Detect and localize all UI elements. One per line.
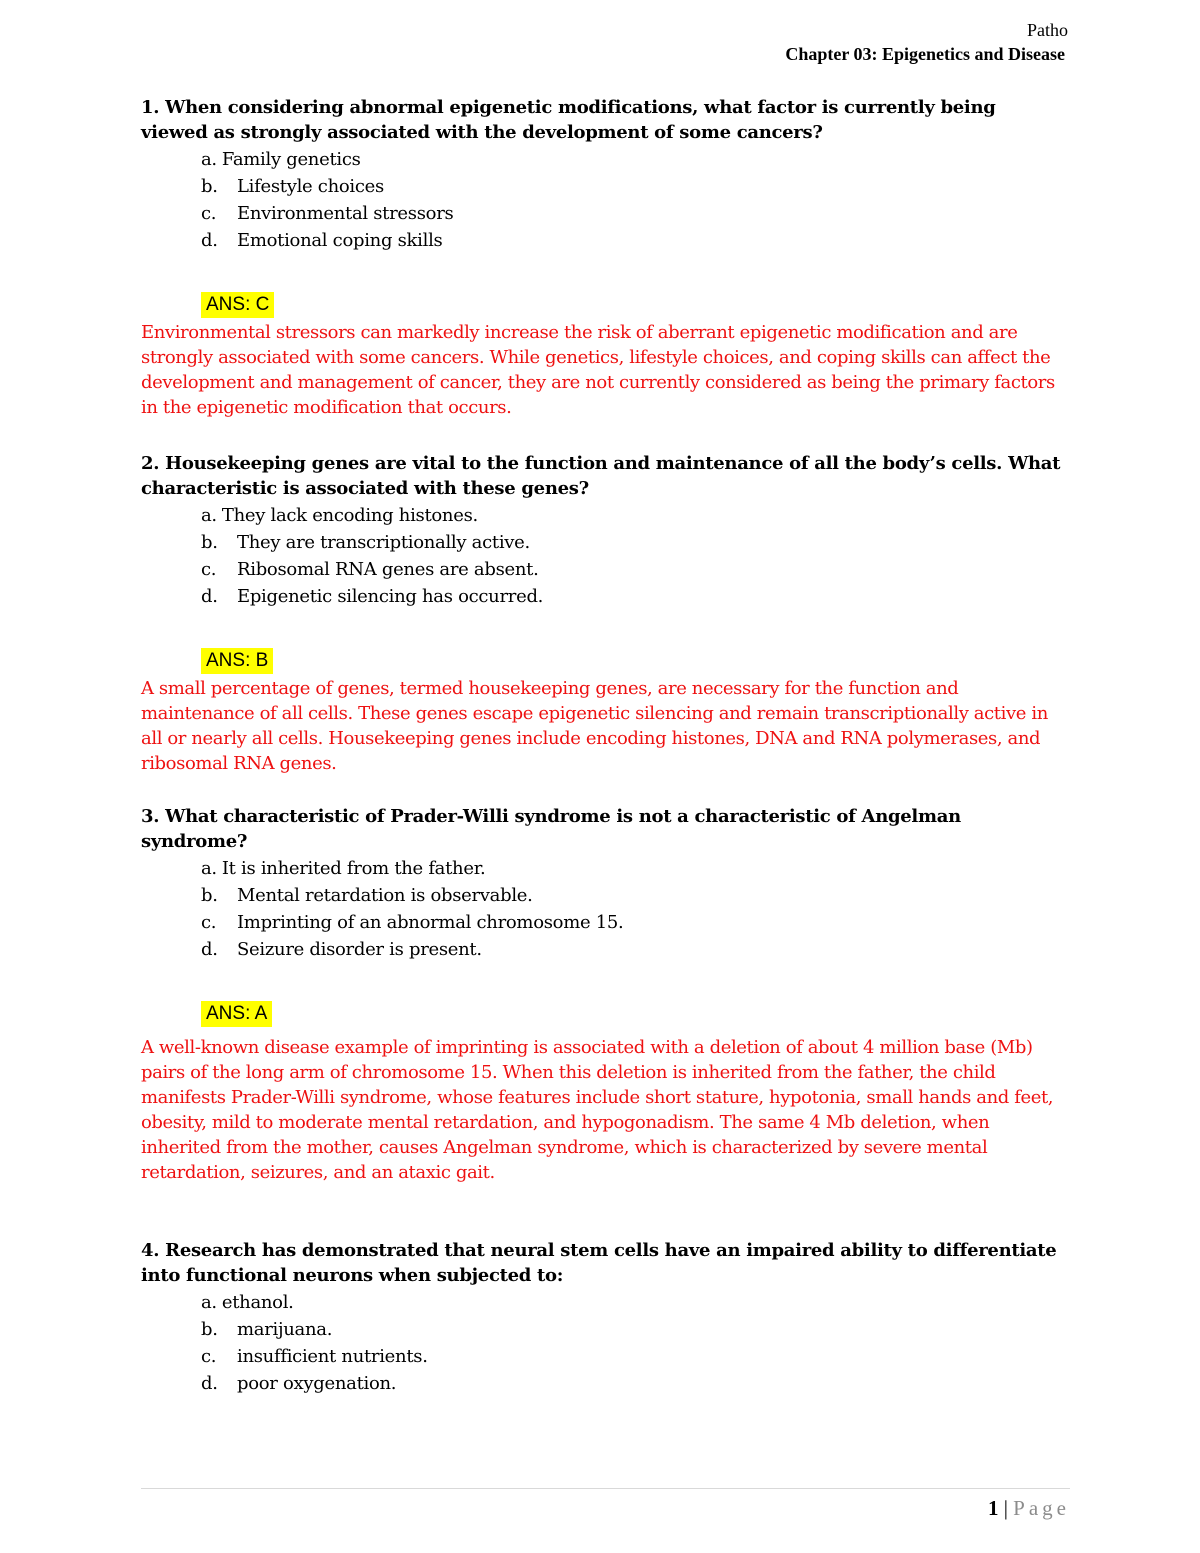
question-2 [141, 451, 1066, 776]
option-c: c. Environmental stressors [201, 203, 454, 224]
page-footer [988, 1496, 1070, 1521]
question-list [141, 95, 1066, 1397]
option-d: d. Emotional coping skills [201, 230, 443, 251]
question-stem: 1. When considering abnormal epigenetic modifications, what factor is currently being viewed as strongly associated with the development of some cancers? [141, 97, 996, 143]
option-b: b. marijuana. [201, 1319, 333, 1340]
question-stem: 4. Research has demonstrated that neural stem cells have an impaired ability to differentiate into functional neurons when subjected to: [141, 1240, 1057, 1286]
option-a: a. Family genetics [201, 149, 361, 170]
question-stem: 3. What characteristic of Prader-Willi syndrome is not a characteristic of Angelman syndrome? [141, 806, 961, 852]
question-1 [141, 95, 1066, 420]
question-stem: 2. Housekeeping genes are vital to the function and maintenance of all the body’s cells. What characteristic is associated with these genes? [141, 453, 1061, 499]
option-b: b. Lifestyle choices [201, 176, 384, 197]
page-label: Page [1013, 1496, 1070, 1520]
option-b: b. Mental retardation is observable. [201, 885, 533, 906]
option-c: c. insufficient nutrients. [201, 1346, 428, 1367]
option-d: d. Epigenetic silencing has occurred. [201, 586, 544, 607]
option-a: a. They lack encoding histones. [201, 505, 478, 526]
option-list [141, 502, 1066, 610]
answer-rationale: Environmental stressors can markedly increase the risk of aberrant epigenetic modification and are strongly associated with some cancers. While genetics, lifestyle choices, and coping skills can affect the development and management of cancer, they are not currently considered as being the primary factors in the epigenetic modification that occurs. [141, 322, 1055, 418]
option-list [141, 855, 1066, 963]
answer-badge: ANS: C [201, 292, 274, 318]
option-a: a. It is inherited from the father. [201, 858, 486, 879]
option-c: c. Imprinting of an abnormal chromosome 15. [201, 912, 624, 933]
question-3 [141, 804, 1066, 1185]
option-c: c. Ribosomal RNA genes are absent. [201, 559, 539, 580]
option-list [141, 146, 1066, 254]
option-d: d. poor oxygenation. [201, 1373, 397, 1394]
option-b: b. They are transcriptionally active. [201, 532, 530, 553]
page-number: 1 [987, 1496, 999, 1520]
footer-separator: | [1003, 1496, 1008, 1520]
answer-badge: ANS: B [201, 648, 273, 674]
question-4 [141, 1238, 1066, 1397]
footer-divider [141, 1488, 1070, 1489]
option-list [141, 1289, 1066, 1397]
header-course: Patho [1026, 20, 1068, 40]
header-chapter-title: Chapter 03: Epigenetics and Disease [785, 44, 1065, 64]
answer-rationale: A small percentage of genes, termed housekeeping genes, are necessary for the function and maintenance of all cells. These genes escape epigenetic silencing and remain transcriptionally active in all or nearly all cells. Housekeeping genes include encoding histones, DNA and RNA polymerases, and ribosomal RNA genes. [141, 678, 1048, 774]
answer-rationale: A well-known disease example of imprinting is associated with a deletion of about 4 million base (Mb) pairs of the long arm of chromosome 15. When this deletion is inherited from the father, the child manifests Prader-Willi syndrome, whose features include short stature, hypotonia, small hands and feet, obesity, mild to moderate mental retardation, and hypogonadism. The same 4 Mb deletion, when inherited from the mother, causes Angelman syndrome, which is characterized by severe mental retardation, seizures, and an ataxic gait. [141, 1037, 1054, 1183]
option-d: d. Seizure disorder is present. [201, 939, 482, 960]
option-a: a. ethanol. [201, 1292, 294, 1313]
answer-badge: ANS: A [201, 1001, 272, 1027]
